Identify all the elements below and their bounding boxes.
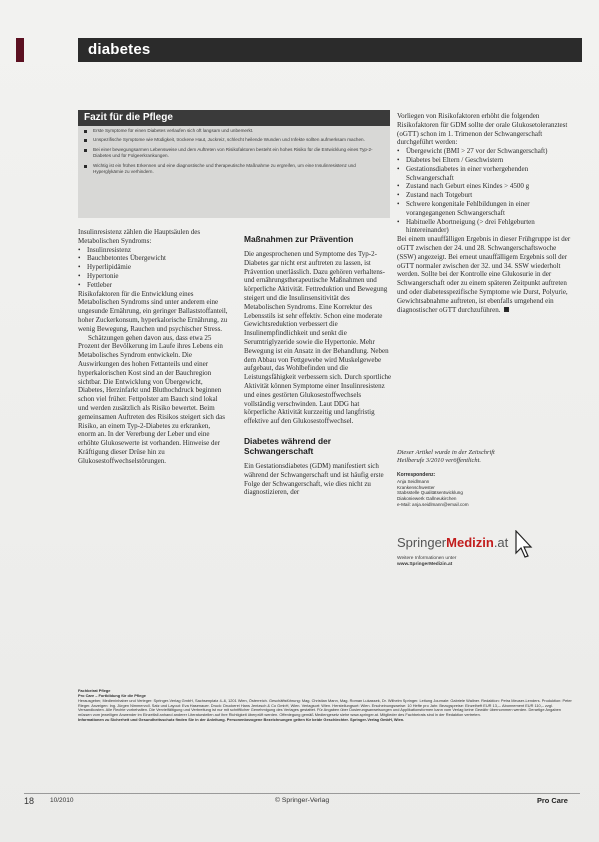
- imprint-text: Herausgeber, Medieninhaber und Verleger: Springer-Verlag GmbH, Sachsenplatz 4–6, 1201 Wien, Österreich. Geschäftsführung: Mag. Christian Mann, Mag. Roman Lukassek, Dr. Wilhelm Springer. Leitung Journale: Gabriele Wallner. Redaktion: Petra Meuser-Lenders. Produktion: Peter Rieger. Anzeigen: Ing. Jürgen Nimmervoll. Satz und Layout: Eva Hasenauer. Druck: Druckerei Hans Jentzsch & Co GmbH, Wien. Verlagsort: Wien. Herstellungsort: Wien. Erscheinungsweise: 10 Hefte pro Jahr. Bezugspreise: Einzelheft EUR 13,–. Abonnement EUR 110,– zzgl. Versandkosten. Alle Rechte vorbehalten. Die Vervielfältigung und Verbreitung ist nur mit schriftlicher Genehmigung des Verlages gestattet. Für Angaben über Dosierungsanweisungen und Applikationsformen kann vom Verlag keine Gewähr übernommen werden. Derartige Angaben müssen vom jeweiligen Anwender im Einzelfall anhand anderer Literaturstellen auf ihre Richtigkeit überprüft werden. Offenlegung gemäß Mediengesetz siehe www.springer.at. Mitglieder des Fachbeirats sind in der Redaktion vertreten.: [78, 697, 572, 718]
- list-item: • Übergewicht (BMI > 27 vor der Schwangerschaft): [397, 147, 575, 156]
- logo-text: Springer: [397, 535, 447, 550]
- section-marker: [16, 38, 24, 62]
- contact-line: Krankenschwester: [397, 484, 435, 490]
- section-title: diabetes: [88, 41, 151, 58]
- imprint-label: Fachbeirat Pflege: [78, 688, 111, 693]
- list-item: • Habituelle Abortneigung (> drei Fehlgeburten hintereinander): [397, 218, 575, 236]
- paragraph: Risikofaktoren für die Entwicklung eines Metabolischen Syndroms sind unter anderem eine ungesunde Ernährung, ein geringer Ballaststoffanteil, hoher Zuckerkonsum, hyperkalorische Ernährung, zu wenig Bewegung, Rauchen und psychischer Stress.: [78, 289, 228, 333]
- risk-factor-list: [397, 147, 575, 235]
- springer-medizin-logo[interactable]: [397, 535, 508, 550]
- logo-text-accent: Medizin: [446, 535, 494, 550]
- summary-item: Bei einer bewegungsarmen Lebensweise und dem Auftreten von Risikofaktoren besteht ein hohes Risiko für die Entwicklung eines Typ-2-Diabetes und für Folgeerkrankungen.: [84, 147, 386, 160]
- contact-line: Diakoniewerk Gallneukirchen: [397, 496, 457, 502]
- imprint-title: Pro Care – Fortbildung für die Pflege: [78, 692, 146, 698]
- column-middle: [244, 234, 392, 497]
- imprint: [78, 689, 575, 723]
- heading-prevention: Maßnahmen zur Prävention: [244, 234, 354, 244]
- publisher: © Springer-Verlag: [275, 797, 330, 804]
- publication-credit: [397, 449, 575, 465]
- contact-line: Stabsstelle Qualitätsentwicklung: [397, 490, 463, 496]
- list-item: • Zustand nach Geburt eines Kindes > 4500 g: [397, 182, 575, 191]
- list-item: • Diabetes bei Eltern / Geschwistern: [397, 156, 575, 165]
- list-item: • Bauchbetontes Übergewicht: [78, 254, 228, 263]
- summary-item: Erste Symptome für einen Diabetes verlaufen sich oft langsam und unbemerkt.: [84, 128, 386, 134]
- springer-info: [397, 556, 575, 568]
- paragraph: [397, 235, 575, 314]
- section-header-band: [78, 38, 582, 62]
- column-left: [78, 228, 228, 466]
- summary-item: Wichtig ist ein frühes Erkennen und eine diagnostische und therapeutische Maßnahme zu ergreifen, um eine Insulinresistenz und Hyperglykämie zu verhindern.: [84, 163, 386, 176]
- list-item: • Hyperlipidämie: [78, 263, 228, 272]
- end-of-article-mark: [504, 307, 509, 312]
- info-line: Weitere Informationen unter: [397, 556, 457, 561]
- page-number: 18: [24, 796, 35, 806]
- paragraph: Insulinresistenz zählen die Hauptsäulen des Metabolischen Syndroms:: [78, 228, 201, 245]
- paragraph: Die angesprochenen und Symptome des Typ-2-Diabetes gar nicht erst auftreten zu lassen, ist Prävention unerlässlich. Dazu gehören verhaltens- und ernährungstherapeutische Maßnahmen und körperliche Aktivität. Fettreduktion und Bewegung steigert und die Insulinsensitivität des Metabolischen Syndroms. Eine Korrektur des Lebensstils ist sehr effektiv. Schon eine moderate Gewichtsreduktion verbessert die Insulinempfindlichkeit und senkt die Serumtriglyzeride sowie die Hypertonie. Mehr Bewegung ist ein Ansatz in der Behandlung. Neben dem Abbau von Fettgewebe wird Muskelgewebe aufgebaut, das Wohlbefinden und die Leistungsfähigkeit verbessern sich. Durch sportliche Aktivität können Symptome einer Insulinresistenz und eines gestörten Glukosestoffwechsels vollständig verschwinden. Laut DDG hat körperliche Aktivität kurzzeitig und langfristig effektive auf den Glukosestoffwechsel.: [244, 250, 392, 426]
- list-item: • Hypertonie: [78, 272, 228, 281]
- summary-box-title: Fazit für die Pflege: [84, 112, 173, 123]
- heading-pregnancy: Diabetes während der Schwangerschaft: [244, 435, 332, 456]
- info-link[interactable]: www.SpringerMedizin.at: [397, 562, 453, 567]
- contact-line: e-Mail: anja.seidlmann@email.com: [397, 501, 469, 507]
- author-contact: [397, 472, 575, 508]
- paragraph: Ein Gestationsdiabetes (GDM) manifestiert sich während der Schwangerschaft und ist häufig erste Folge der Schwangerschaft, wie dies nicht zu diagnostizieren, der: [244, 461, 384, 497]
- footer-rule: [24, 793, 580, 794]
- journal-name: Pro Care: [537, 796, 568, 805]
- list-item: • Fettleber: [78, 281, 228, 290]
- contact-line: Anja Seidlmann: [397, 478, 430, 484]
- summary-box-list: [84, 128, 386, 178]
- credit-line: Heilberufe 3/2010 veröffentlicht.: [397, 457, 481, 464]
- list-item: • Gestationsdiabetes in einer vorhergehenden Schwangerschaft: [397, 165, 575, 183]
- column-right: [397, 112, 575, 314]
- list-item: • Insulinresistenz: [78, 246, 228, 255]
- list-item: • Zustand nach Totgeburt: [397, 191, 575, 200]
- summary-item: Unspezifische Symptome wie Müdigkeit, trockene Haut, Juckreiz, schlecht heilende Wunden und Infekte sollten aufmerksam machen.: [84, 137, 386, 143]
- issue-number: 10/2010: [50, 797, 74, 804]
- list-item: • Schwere kongenitale Fehlbildungen in einer vorangegangenen Schwangerschaft: [397, 200, 575, 218]
- logo-text: .at: [493, 535, 509, 550]
- contact-label: Korrespondenz:: [397, 472, 436, 478]
- paragraph-text: Bei einem unauffälligen Ergebnis in dieser Frühgruppe ist der oGTT zwischen der 24. und 28. Schwangerschaftswoche (SSW) angezeigt. Bei erneut unauffälligem Ergebnis soll der oGTT normaler zwischen der 32. und 34. SSW wiederholt werden. Sollte bei der Kontrolle eine Glukosurie in der Schwangerschaft oder zu einem späteren Zeitpunkt auftreten und oder diabetesspezifische Symptome wie Durst, Polyurie, Gewichtsabnahme auftreten, ist ebenfalls umgehend ein diagnostischer oGTT durchzuführen.: [397, 235, 571, 314]
- credit-line: Dieser Artikel wurde in der Zeitschrift: [397, 449, 495, 456]
- imprint-note: Informationen zu Sicherheit und Gesundheitsschutz finden Sie in der Anleitung. Personenbezogene Bezeichnungen gelten für beide Geschlechter. Springer-Verlag GmbH, Wien.: [78, 717, 405, 723]
- paragraph: Vorliegen von Risikofaktoren erhöht die folgenden Risikofaktoren für GDM sollte der orale Glukosetoleranztest (oGTT) schon im 1. Trimenon der Schwangerschaft durchgeführt werden:: [397, 112, 568, 147]
- syndrome-list: [78, 246, 228, 290]
- paragraph: Schätzungen gehen davon aus, dass etwa 25 Prozent der Bevölkerung im Laufe ihres Lebens ein Metabolisches Syndrom entwickeln. Die Auswirkungen des hohen Fettanteils und einer hyperkalorischen Kost sind an der Bauchregion sichtbar. Die Entwicklung von Übergewicht, Diabetes, Herzinfarkt und Bluthochdruck beginnen schon viel früher. Fettpolster am Bauch sind lokal und werden zusätzlich als Risiko bewertet. Beim gemeinsamen Auftreten des Risikos steigert sich das Risiko, an einem Typ-2-Diabetes zu erkranken, enorm an. In der Vererbung der Leber und eine erhöhte Glukosewerte ist vorhanden. Hinweise der Kräftigung dieser Drüse hin zu Glukosestoffwechselstörungen.: [78, 333, 225, 465]
